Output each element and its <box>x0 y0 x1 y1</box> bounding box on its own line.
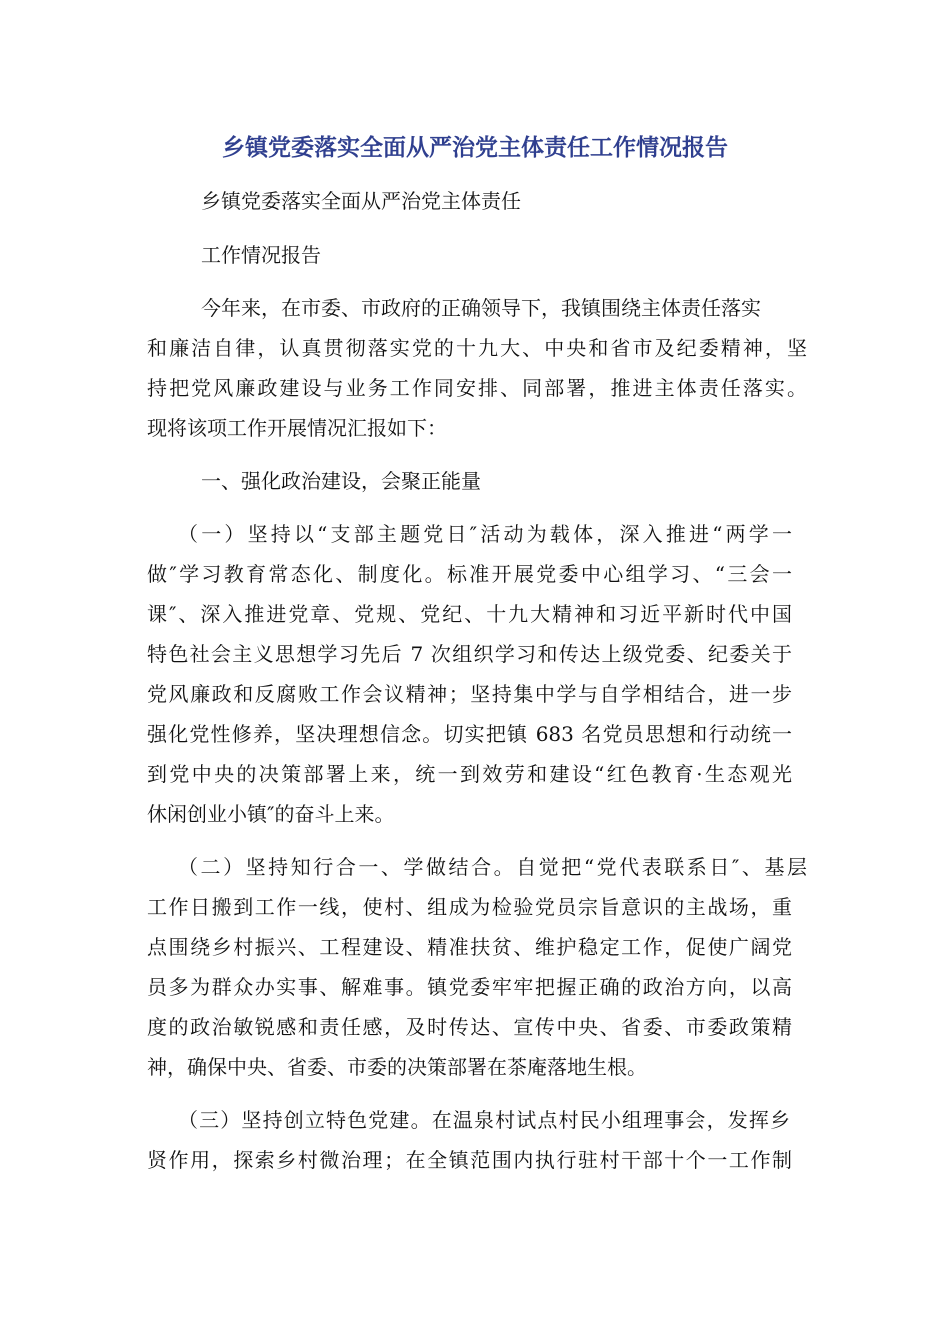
paragraph-1-line: 强化党性修养，坚决理想信念。切实把镇 683 名党员思想和行动统一 <box>147 722 792 746</box>
paragraph-1-line: （一）坚持以“支部主题党日″活动为载体，深入推进“两学一 <box>178 522 792 546</box>
intro-line: 持把党风廉政建设与业务工作同安排、同部署，推进主体责任落实。 <box>147 376 807 400</box>
paragraph-2-line: 点围绕乡村振兴、工程建设、精准扶贫、维护稳定工作，促使广阔党 <box>147 935 792 959</box>
intro-line: 现将该项工作开展情况汇报如下： <box>147 416 447 440</box>
paragraph-3-line: （三）坚持创立特色党建。在温泉村试点村民小组理事会，发挥乡 <box>178 1108 790 1132</box>
paragraph-2-line: 度的政治敏锐感和责任感，及时传达、宣传中央、省委、市委政策精 <box>147 1015 792 1039</box>
paragraph-2-line: 工作日搬到工作一线，使村、组成为检验党员宗旨意识的主战场，重 <box>147 895 792 919</box>
paragraph-3-line: 贤作用，探索乡村微治理；在全镇范围内执行驻村干部十个一工作制 <box>147 1148 792 1172</box>
paragraph-2-line: 神，确保中央、省委、市委的决策部署在茶庵落地生根。 <box>147 1055 647 1079</box>
paragraph-1-line: 党风廉政和反腐败工作会议精神；坚持集中学与自学相结合，进一步 <box>147 682 792 706</box>
paragraph-1-line: 特色社会主义思想学习先后 7 次组织学习和传达上级党委、纪委关于 <box>147 642 792 666</box>
paragraph-2-line: （二）坚持知行合一、学做结合。自觉把“党代表联系日″、基层 <box>178 855 807 879</box>
subtitle-line-2: 工作情况报告 <box>201 243 321 267</box>
paragraph-1-line: 到党中央的决策部署上来，统一到效劳和建设“红色教育·生态观光 <box>147 762 792 786</box>
paragraph-1-line: 休闲创业小镇″的奋斗上来。 <box>147 802 395 826</box>
subtitle-line-1: 乡镇党委落实全面从严治党主体责任 <box>201 189 521 213</box>
intro-line: 今年来，在市委、市政府的正确领导下，我镇围绕主体责任落实 <box>201 296 761 320</box>
paragraph-1-line: 做″学习教育常态化、制度化。标准开展党委中心组学习、“三会一 <box>147 562 792 586</box>
intro-line: 和廉洁自律，认真贯彻落实党的十九大、中央和省市及纪委精神，坚 <box>147 336 807 360</box>
paragraph-1-line: 课″、深入推进党章、党规、党纪、十九大精神和习近平新时代中国 <box>147 602 792 626</box>
document-title: 乡镇党委落实全面从严治党主体责任工作情况报告 <box>222 135 728 161</box>
paragraph-2-line: 员多为群众办实事、解难事。镇党委牢牢把握正确的政治方向，以高 <box>147 975 792 999</box>
section-heading: 一、强化政治建设，会聚正能量 <box>201 469 481 493</box>
